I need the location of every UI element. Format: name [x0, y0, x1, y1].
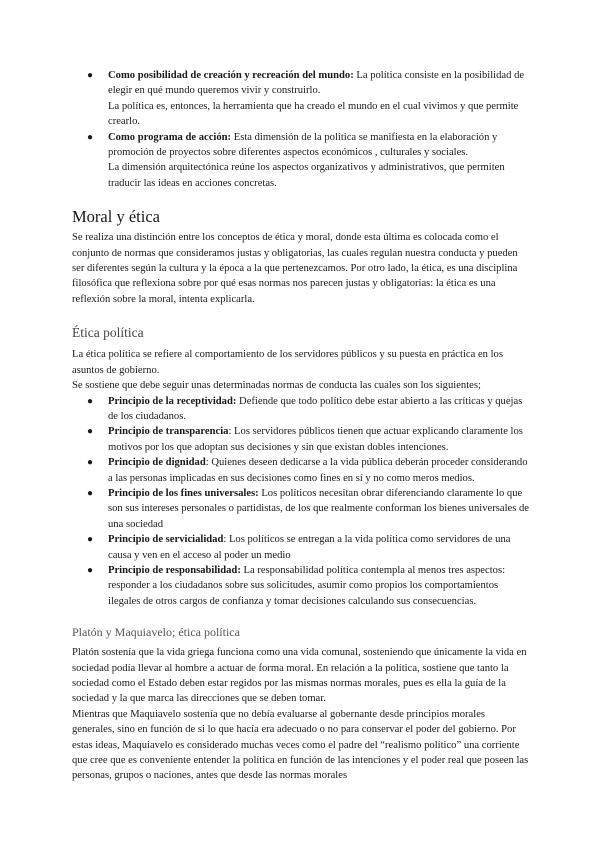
- list-item: [72, 563, 530, 609]
- principle-term: Principio de servicialidad: [108, 534, 224, 546]
- bullet-text: La política consiste en la posibilidad de elegir en qué mundo queremos vivir y construirlo.: [108, 70, 525, 97]
- principle-text: : Quienes deseen dedicarse a la vida pública deberán proceder considerando a las personas implicadas en sus decisiones como fines en sí y no como meros medios.: [108, 457, 528, 484]
- list-item: [72, 394, 530, 425]
- principle-term: Principio de transparencia: [108, 426, 229, 438]
- top-bullet-list: [72, 68, 530, 191]
- principle-text: La responsabilidad política contempla al menos tres aspectos: responder a los ciudadanos sobre sus solicitudes, asumir como propios los comportamientos ilegales de otros cargos de confianza y tomar decisiones calculando sus consecuencias.: [108, 564, 506, 607]
- principle-term: Principio de dignidad: [108, 457, 206, 469]
- bullet-icon: ●: [87, 534, 94, 546]
- etica-paragraph-1: La ética política se refiere al comportamiento de los servidores públicos y su puesta en práctica en los asuntos de gobierno.: [72, 349, 503, 376]
- bullet-extra: La dimensión arquitectónica reúne los aspectos organizativos y administrativos, que permiten traducir las ideas en acciones concretas.: [108, 162, 505, 189]
- bullet-icon: ●: [87, 131, 94, 143]
- bullet-text: Esta dimensión de la política se manifiesta en la elaboración y promoción de proyectos sobre diferentes aspectos económicos , culturales y sociales.: [108, 131, 498, 159]
- principle-term: Principio de los fines universales:: [108, 487, 259, 499]
- bullet-extra: La política es, entonces, la herramienta que ha creado el mundo en el cual vivimos y que permite crearlo.: [108, 100, 519, 128]
- list-item: [72, 130, 530, 192]
- section-heading-etica-politica: Ética política: [72, 325, 144, 341]
- platon-paragraph-1: Platón sostenía que la vida griega funciona como una vida comunal, sosteniendo que únicamente la vida en sociedad podía llevar al hombre a actuar de forma moral. En relación a la política, sostiene que tanto la sociedad como el Estado deben estar regidos por las mismas normas morales, pues es ella la guía de la sociedad y la que marca las direcciones que se deben tomar.: [72, 647, 527, 705]
- section-heading-moral: Moral y ética: [72, 207, 160, 227]
- bullet-term: Como posibilidad de creación y recreación del mundo:: [108, 70, 354, 81]
- bullet-term: Como programa de acción:: [108, 131, 232, 143]
- bullet-icon: ●: [87, 395, 94, 407]
- principle-term: Principio de responsabilidad:: [108, 564, 241, 576]
- bullet-icon: ●: [87, 487, 94, 499]
- principle-text: Defiende que todo político debe estar abierto a las críticas y quejas de los ciudadanos.: [108, 395, 523, 422]
- principle-text: : Los políticos se entregan a la vida política como servidores de una causa y ven en el acceso al poder un medio: [108, 534, 511, 561]
- bullet-icon: ●: [87, 457, 94, 469]
- principle-text: Los políticos necesitan obrar diferenciando claramente lo que son sus intereses personales o partidistas, de los que realmente conforman los bienes universales de una sociedad: [108, 487, 529, 530]
- list-item: [72, 486, 530, 532]
- bullet-icon: ●: [87, 564, 94, 576]
- list-item: [72, 424, 530, 455]
- list-item: [72, 68, 530, 130]
- principle-term: Principio de la receptividad:: [108, 395, 237, 407]
- list-item: [72, 532, 530, 563]
- list-item: [72, 455, 530, 486]
- principle-text: : Los servidores públicos tienen que actuar explicando claramente los motivos por los que adoptan sus decisiones y sin que existan dobles intenciones.: [108, 426, 523, 453]
- bullet-icon: ●: [87, 70, 94, 81]
- etica-paragraph-2: Se sostiene que debe seguir unas determinadas normas de conducta las cuales son los siguientes;: [72, 380, 481, 392]
- platon-paragraph-2: Mientras que Maquiavelo sostenía que no debía evaluarse al gobernante desde principios morales generales, sino en función de si lo que hacía era adecuado o no para conservar el poder del gobierno. Por estas ideas, Maquiavelo es considerado muchas veces como el padre del “realismo político” una corriente que cree que es conveniente entender la política en función de las intenciones y el poder real que poseen las personas, grupos o naciones, antes que desde las normas morales: [72, 708, 529, 782]
- page-content: [72, 68, 530, 784]
- section-heading-platon: Platón y Maquiavelo; ética política: [72, 625, 240, 640]
- principles-list: [72, 394, 530, 610]
- bullet-icon: ●: [87, 426, 94, 438]
- moral-paragraph: Se realiza una distinción entre los conceptos de ética y moral, donde esta última es colocada como el conjunto de normas que consideramos justas y obligatorias, las cuales regulan nuestra conducta y pueden ser diferentes según la cultura y la época a la que pertenezcamos. Por otro lado, la ética, es una disciplina filosófica que reflexiona sobre por qué esas normas nos parecen justas y obligatorias: la ética es una reflexión sobre la moral, intenta explicarla.: [72, 232, 518, 305]
